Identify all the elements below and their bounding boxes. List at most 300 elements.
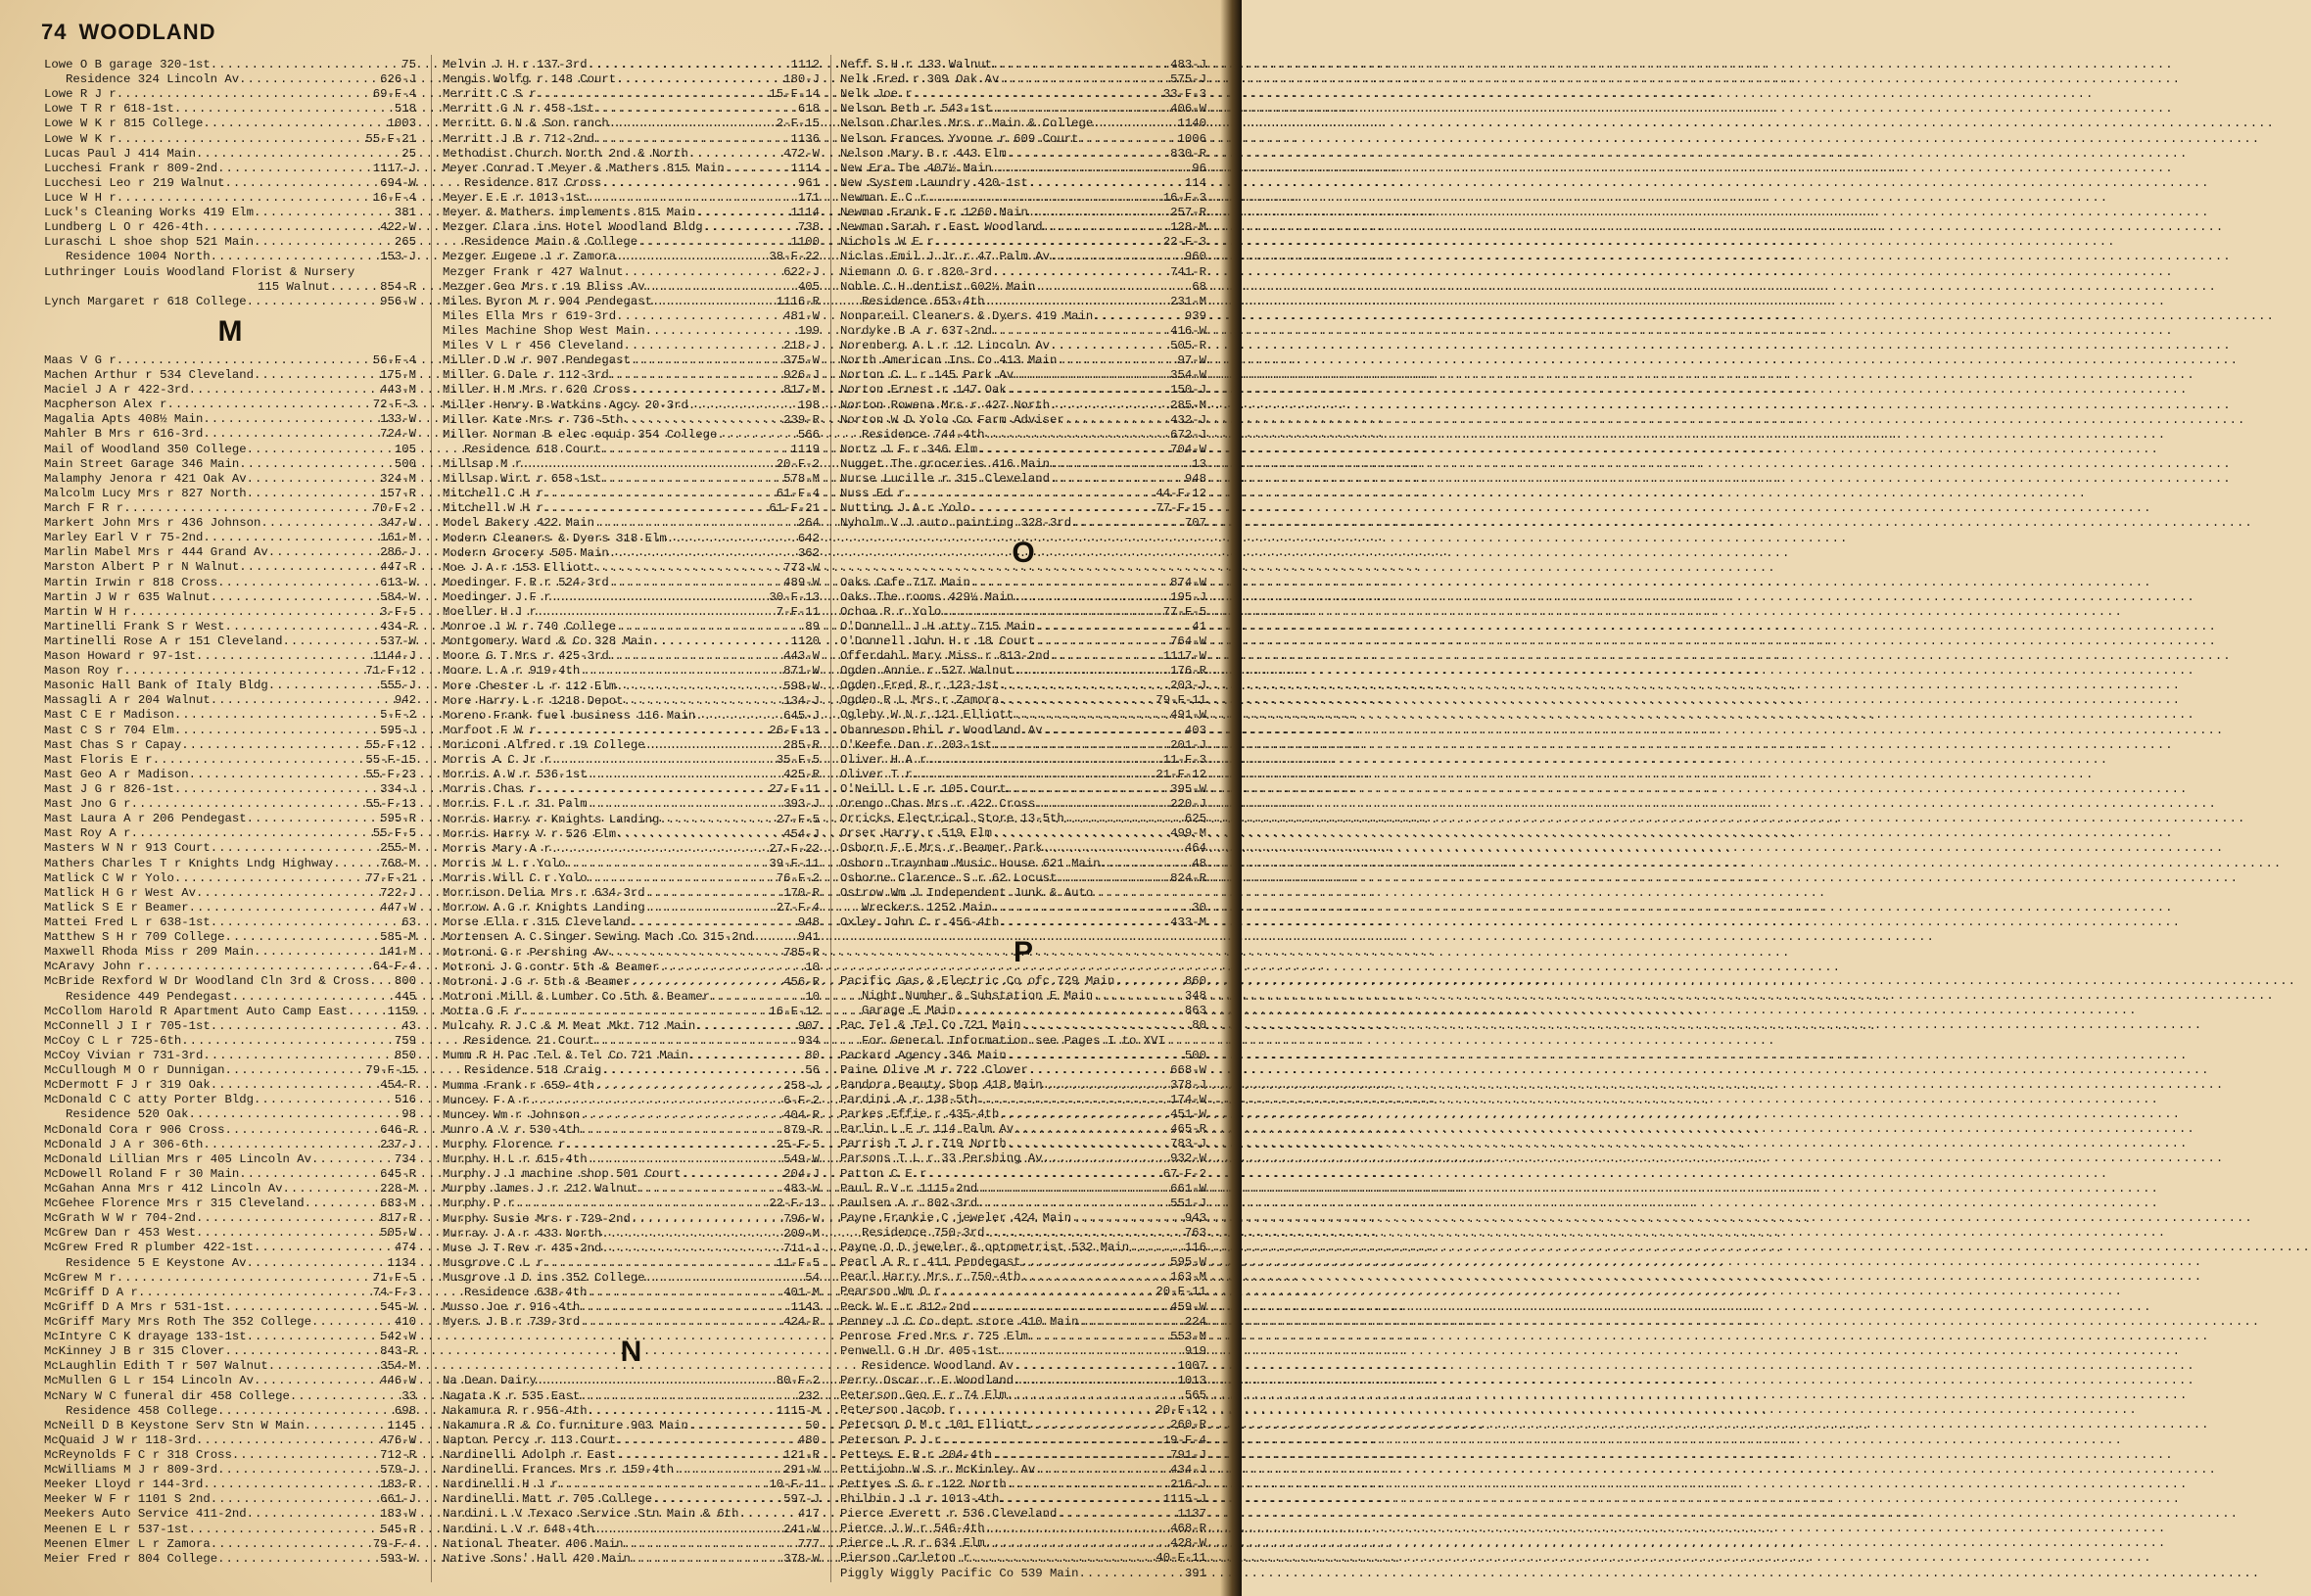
leader-dots	[189, 768, 366, 782]
phone-number: 1119	[790, 442, 820, 456]
listing-entry	[44, 427, 416, 442]
listing-name: Massagli A r 204 Walnut	[44, 693, 211, 708]
leader-dots	[594, 132, 791, 147]
phone-number: 10	[805, 989, 820, 1004]
leader-dots	[594, 1079, 783, 1094]
leader-dots	[224, 1123, 380, 1138]
phone-number: 1136	[790, 131, 820, 146]
listing-entry	[44, 501, 416, 516]
listing-entry	[44, 1049, 416, 1063]
leader-dots	[537, 1374, 777, 1388]
listing-entry	[840, 620, 1206, 634]
phone-number: 74-F-3	[372, 1285, 416, 1299]
listing-name: Mumm R H Pac Tel & Tel Co 721 Main	[443, 1049, 688, 1063]
directory-column-2	[443, 58, 820, 1567]
leader-dots	[247, 812, 380, 826]
listing-name: Morris Harry V r 526 Elm	[443, 826, 617, 841]
listing-name: Residence 5 E Keystone Av	[66, 1255, 247, 1270]
listing-entry	[443, 1094, 820, 1108]
leader-dots	[580, 1300, 790, 1315]
listing-entry	[443, 1227, 820, 1242]
listing-entry	[443, 857, 820, 871]
listing-entry	[443, 428, 820, 443]
leader-dots	[594, 1034, 798, 1049]
leader-dots	[695, 709, 783, 724]
listing-name: McLaughlin Edith T r 507 Walnut	[44, 1359, 268, 1374]
phone-number: 618	[797, 102, 820, 117]
listing-entry	[44, 693, 416, 708]
listing-entry	[44, 620, 416, 634]
listing-entry	[443, 664, 820, 679]
listing-entry	[443, 605, 820, 620]
phone-number: 565	[1184, 1388, 1206, 1403]
leader-dots	[580, 1315, 783, 1330]
listing-entry	[840, 679, 1206, 693]
listing-entry	[44, 1167, 416, 1182]
listing-entry	[44, 147, 416, 162]
leader-dots	[1007, 782, 1170, 797]
listing-name: Mast J G r 826-1st	[44, 782, 174, 797]
listing-entry	[44, 102, 416, 117]
listing-entry	[840, 738, 1206, 753]
listing-entry	[443, 1492, 820, 1507]
phone-number: 128-M	[1170, 220, 1206, 235]
leader-dots	[196, 1211, 380, 1226]
leader-dots	[153, 753, 366, 768]
listing-name: Na Dean Dairy	[443, 1374, 537, 1388]
listing-name: Mitchell C H r	[443, 487, 544, 501]
phone-number: 20-F-11	[1156, 1285, 1206, 1299]
listing-name: Parkes Effie r 435-4th	[840, 1107, 1000, 1122]
listing-entry	[443, 576, 820, 590]
leader-dots	[224, 620, 380, 634]
leader-dots	[558, 1478, 769, 1492]
listing-name: Luraschi L shoe shop 521 Main	[44, 235, 255, 250]
listing-entry	[44, 162, 416, 176]
listing-name: Muncey F A r	[443, 1093, 530, 1107]
listing-entry	[44, 1433, 416, 1448]
phone-number: 796-W	[783, 1211, 820, 1226]
listing-entry	[44, 1226, 416, 1241]
phone-number: 35-F-5	[776, 753, 820, 768]
listing-entry	[44, 295, 416, 309]
leader-dots	[117, 191, 373, 206]
leader-dots	[217, 1404, 395, 1419]
phone-number: 472-W	[783, 146, 820, 161]
listing-name: Mezger Frank r 427 Walnut	[443, 264, 624, 279]
leader-dots	[211, 1078, 380, 1093]
leader-dots	[970, 1300, 1170, 1315]
listing-entry	[44, 280, 416, 295]
phone-number: 445	[394, 989, 416, 1004]
leader-dots	[609, 117, 777, 131]
listing-entry	[443, 782, 820, 797]
phone-number: 406-W	[1170, 102, 1206, 117]
listing-name: Millsap Wirt r 658-1st	[443, 472, 602, 487]
leader-dots	[659, 813, 776, 827]
listing-name: Morris W L r Yolo	[443, 856, 566, 870]
phone-number: 54	[805, 1270, 820, 1285]
listing-entry	[443, 501, 820, 516]
phone-number: 579-J	[380, 1463, 416, 1478]
leader-dots	[623, 413, 783, 428]
phone-number: 56	[805, 1063, 820, 1078]
leader-dots	[652, 295, 777, 309]
listing-name: Musgrove J D ins 352 College	[443, 1270, 645, 1285]
phone-number: 1114	[790, 206, 820, 220]
leader-dots	[616, 1433, 798, 1448]
listing-name: Moriconi Alfred r 19 College	[443, 738, 645, 753]
listing-entry	[840, 339, 1206, 353]
leader-dots	[203, 1049, 395, 1063]
leader-dots	[977, 1197, 1170, 1211]
listing-entry	[840, 368, 1206, 383]
listing-name: Nardini L V Texaco Service Stn Main & 6th	[443, 1507, 739, 1522]
leader-dots	[999, 72, 1170, 87]
phone-number: 33-F-3	[1162, 87, 1206, 102]
listing-entry	[44, 1537, 416, 1552]
listing-entry	[443, 206, 820, 220]
listing-name: Miles Ella Mrs r 619-3rd	[443, 308, 617, 323]
listing-name: Pierce Everett r 536 Cleveland	[840, 1507, 1058, 1522]
listing-name: Musso Joe r 916-4th	[443, 1300, 581, 1315]
phone-number: 566	[797, 427, 820, 442]
leader-dots	[305, 1419, 388, 1433]
listing-entry	[44, 487, 416, 501]
phone-number: 578-M	[783, 472, 820, 487]
phone-number: 863	[1184, 1004, 1206, 1018]
leader-dots	[247, 487, 380, 501]
leader-dots	[224, 1063, 365, 1078]
leader-dots	[551, 842, 770, 857]
phone-number: 348	[1184, 989, 1206, 1004]
phone-number: 661-J	[380, 1492, 416, 1507]
listing-entry	[443, 383, 820, 398]
leader-dots	[992, 265, 1170, 280]
listing-name: Pearson Wm O r	[840, 1285, 942, 1299]
leader-dots	[934, 235, 1163, 250]
leader-dots	[551, 753, 777, 768]
listing-name: Meier Fred r 804 College	[44, 1551, 218, 1566]
listing-name: Lowe R J r	[44, 87, 117, 102]
phone-number: 2-F-15	[776, 117, 820, 131]
phone-number: 483-W	[783, 1182, 820, 1197]
leader-dots	[1028, 206, 1170, 220]
phone-number: 3-F-5	[380, 604, 416, 619]
listing-name: Nardini L V r 648-4th	[443, 1522, 594, 1536]
leader-dots	[260, 516, 380, 531]
listing-name: Merritt G N & Son ranch	[443, 117, 609, 131]
leader-dots	[1043, 220, 1170, 235]
listing-name: Peterson Jacob r	[840, 1403, 957, 1418]
leader-dots	[725, 162, 791, 176]
phone-number: 98	[401, 1107, 416, 1122]
phone-number: 61-F-21	[769, 501, 820, 516]
leader-dots	[174, 724, 380, 738]
phone-number: 645-R	[380, 1166, 416, 1181]
listing-name: Motroni J G contr 5th & Beamer	[443, 960, 660, 974]
listing-name: Miller G Dale r 112-3rd	[443, 368, 609, 383]
listing-name: O'Keefe Dan r 203-1st	[840, 737, 992, 752]
listing-name: Nelson Charles Mrs r Main & College	[840, 117, 1094, 131]
leader-dots	[565, 857, 769, 871]
phone-number: 175-M	[380, 367, 416, 382]
listing-name: Matlick C W r Yolo	[44, 870, 174, 885]
leader-dots	[117, 353, 373, 368]
phone-number: 595-J	[380, 723, 416, 737]
listing-name: Ogden Fred R r 123-1st	[840, 679, 1000, 693]
listing-name: Maciel J A r 422-3rd	[44, 383, 189, 398]
listing-entry	[443, 1256, 820, 1271]
listing-name: Native Sons' Hall 420 Main	[443, 1551, 631, 1566]
phone-number: 791-J	[1170, 1447, 1206, 1462]
listing-entry	[443, 1507, 820, 1522]
listing-name: Meyer E E r 1013-1st	[443, 190, 588, 205]
leader-dots	[196, 1433, 380, 1448]
listing-name: Parlin L F r 114 Palm Av	[840, 1122, 1014, 1137]
leader-dots	[1057, 1507, 1177, 1522]
listing-entry	[840, 1536, 1206, 1551]
leader-dots	[631, 1212, 783, 1227]
phone-number: 817-M	[783, 383, 820, 398]
listing-name: Modern Grocery 505 Main	[443, 545, 609, 560]
phone-number: 410	[394, 1314, 416, 1329]
leader-dots	[631, 915, 798, 930]
leader-dots	[652, 634, 790, 649]
listing-entry	[443, 457, 820, 472]
leader-dots	[254, 945, 380, 960]
phone-number: 161-M	[380, 531, 416, 545]
leader-dots	[1064, 812, 1185, 826]
phone-number: 500	[394, 456, 416, 471]
listing-name: McGriff D A r	[44, 1285, 138, 1299]
phone-number: 56-F-4	[372, 352, 416, 367]
listing-entry	[840, 693, 1206, 708]
phone-number: 941	[797, 930, 820, 945]
listing-entry	[443, 353, 820, 368]
phone-number: 919	[1184, 1343, 1206, 1358]
leader-dots	[601, 1242, 783, 1256]
listing-entry	[840, 871, 1206, 886]
phone-number: 1117-J	[372, 161, 416, 175]
listing-entry	[443, 871, 820, 886]
listing-entry	[840, 634, 1206, 649]
listing-entry	[443, 309, 820, 324]
listing-entry	[840, 1492, 1206, 1507]
listing-entry	[840, 1004, 1206, 1018]
leader-dots	[131, 826, 373, 841]
listing-entry	[443, 768, 820, 782]
listing-entry	[44, 1315, 416, 1330]
listing-entry	[443, 102, 820, 117]
phone-number: 1115-J	[1162, 1491, 1206, 1506]
listing-name: O'Neill L F r 105 Court	[840, 782, 1007, 797]
listing-entry	[44, 383, 416, 398]
listing-entry	[840, 1093, 1206, 1107]
listing-name: Moedinger J F r	[443, 589, 551, 604]
listing-entry	[443, 1315, 820, 1330]
phone-number: 257-R	[1170, 206, 1206, 220]
listing-entry	[44, 634, 416, 649]
listing-name: Mast Chas S r Capay	[44, 737, 182, 752]
listing-name: McKinney J B r 315 Clover	[44, 1344, 225, 1359]
listing-entry	[443, 1019, 820, 1034]
phone-number: 64-F-4	[372, 960, 416, 974]
leader-dots	[637, 235, 790, 250]
listing-entry	[840, 590, 1206, 605]
leader-dots	[1007, 147, 1170, 162]
listing-entry	[44, 117, 416, 131]
phone-number: 942	[394, 693, 416, 708]
leader-dots	[1129, 1241, 1185, 1255]
leader-dots	[588, 1404, 777, 1419]
leader-dots	[311, 1152, 395, 1167]
phone-number: 476-W	[380, 1432, 416, 1447]
listing-name: Mast Jno G r	[44, 797, 131, 812]
leader-dots	[609, 546, 798, 561]
listing-entry	[443, 413, 820, 428]
leader-dots	[1007, 383, 1170, 398]
listing-name: March F R r	[44, 500, 124, 515]
listing-entry	[840, 1241, 1206, 1255]
listing-entry	[840, 1418, 1206, 1432]
listing-name: Ogleby W N r 121 Elliott	[840, 708, 1014, 723]
listing-name: Merritt C S r	[443, 87, 537, 102]
phone-number: 76-F-2	[776, 871, 820, 886]
listing-name: Osborn F E Mrs r Beamer Park	[840, 841, 1043, 856]
phone-number: 759	[394, 1033, 416, 1048]
leader-dots	[601, 1063, 805, 1078]
leader-dots	[247, 1330, 380, 1344]
listing-entry	[840, 1255, 1206, 1270]
listing-name: McCullough M O r Dunnigan	[44, 1063, 225, 1078]
listing-name: Nichols W E r	[840, 235, 934, 250]
leader-dots	[580, 1123, 783, 1138]
phone-number: 593-W	[380, 1551, 416, 1566]
leader-dots	[145, 960, 372, 974]
leader-dots	[580, 1108, 783, 1123]
listing-name: Parrish T J r 719 North	[840, 1137, 1007, 1151]
leader-dots	[1014, 1359, 1178, 1374]
listing-entry	[44, 826, 416, 841]
listing-name: Pandora Beauty Shop 418 Main	[840, 1077, 1043, 1092]
phone-number: 698	[394, 1403, 416, 1418]
phone-number: 63	[401, 915, 416, 930]
phone-number: 518	[394, 102, 416, 117]
leader-dots	[565, 1138, 776, 1152]
listing-name: Penwell G H Dr 405-1st	[840, 1343, 1000, 1358]
listing-entry	[44, 1344, 416, 1359]
leader-dots	[1050, 472, 1185, 487]
phone-number: 734	[394, 1151, 416, 1166]
listing-name: Lowe W K r	[44, 131, 117, 146]
phone-number: 613-W	[380, 575, 416, 589]
section-letter: M	[217, 314, 243, 348]
leader-dots	[580, 1389, 798, 1404]
phone-number: 1007	[1177, 1358, 1206, 1373]
phone-number: 393-J	[783, 797, 820, 812]
phone-number: 395-W	[1170, 782, 1206, 797]
phone-number: 20-F-2	[776, 456, 820, 471]
listing-entry	[443, 561, 820, 576]
listing-entry	[44, 412, 416, 427]
listing-entry	[840, 708, 1206, 723]
leader-dots	[1035, 797, 1170, 812]
phone-number: 595-R	[380, 812, 416, 826]
listing-entry	[443, 1197, 820, 1211]
listing-name: 115 Walnut	[258, 279, 330, 294]
listing-entry	[443, 443, 820, 457]
listing-entry	[443, 738, 820, 753]
phone-number: 10-F-11	[769, 1478, 820, 1492]
phone-number: 948	[1184, 472, 1206, 487]
phone-number: 43	[401, 1018, 416, 1033]
phone-number: 597-J	[783, 1492, 820, 1507]
leader-dots	[537, 724, 769, 738]
listing-entry	[44, 1107, 416, 1122]
phone-number: 25-F-5	[776, 1137, 820, 1151]
listing-entry	[840, 413, 1206, 428]
listing-name: McGriff Mary Mrs Roth The 352 College	[44, 1314, 312, 1329]
listing-name: More Chester L r 112 Elm	[443, 679, 617, 693]
phone-number: 55-F-13	[365, 797, 416, 812]
listing-entry	[840, 1403, 1206, 1418]
listing-name: Maxwell Rhoda Miss r 209 Main	[44, 945, 255, 960]
phone-number: 1144-J	[372, 649, 416, 664]
listing-entry	[44, 664, 416, 679]
listing-name: Nakamura R r 956-4th	[443, 1403, 588, 1418]
phone-number: 555-J	[380, 679, 416, 693]
listing-name: Offerdahl Mary Miss r 813-2nd	[840, 649, 1051, 664]
listing-entry	[44, 753, 416, 768]
listing-entry	[443, 532, 820, 546]
listing-entry	[840, 280, 1206, 295]
phone-number: 105	[394, 442, 416, 456]
phone-number: 5-F-2	[380, 708, 416, 723]
listing-name: McDonald Cora r 906 Cross	[44, 1122, 225, 1137]
listing-name: Muncey Wm r Johnson	[443, 1107, 581, 1122]
phone-number: 480	[797, 1432, 820, 1447]
phone-number: 27-F-4	[776, 901, 820, 915]
page-number: 74	[41, 20, 68, 44]
listing-entry	[44, 443, 416, 457]
listing-name: McDonald J A r 306-6th	[44, 1137, 204, 1151]
listing-entry	[840, 1507, 1206, 1522]
listing-name: Model Bakery 422 Main	[443, 516, 594, 531]
phone-number: 694-W	[380, 175, 416, 190]
listing-entry	[44, 930, 416, 945]
listing-name: Murphy James J r 212 Walnut	[443, 1182, 638, 1197]
leader-dots	[196, 1226, 380, 1241]
phone-number: 854-R	[380, 279, 416, 294]
listing-name: Philbin J J r 1013-4th	[840, 1491, 1000, 1506]
leader-dots	[1101, 857, 1193, 871]
leader-dots	[674, 1463, 783, 1478]
page-header	[41, 20, 215, 45]
listing-entry	[443, 280, 820, 295]
listing-entry	[44, 368, 416, 383]
phone-number: 585-M	[380, 930, 416, 945]
listing-name: Miles Byron M r 904 Pendegast	[443, 294, 653, 308]
listing-entry	[840, 753, 1206, 768]
leader-dots	[587, 1286, 783, 1300]
leader-dots	[1114, 974, 1184, 989]
phone-number: 39-F-11	[769, 856, 820, 870]
listing-entry	[44, 1286, 416, 1300]
leader-dots	[992, 738, 1170, 753]
listing-entry	[443, 1167, 820, 1182]
listing-name: Mengis Wolfg r 148 Court	[443, 72, 617, 87]
